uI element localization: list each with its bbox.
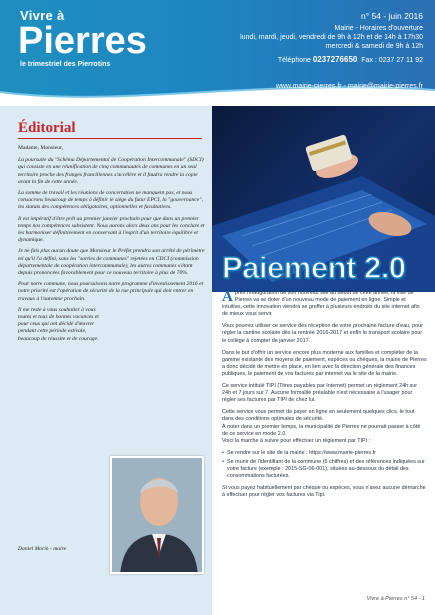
header-info [240,11,423,90]
article-paragraph: À noter dans un premier temps, la municipalité de Pierres ne pourrait passer à côté de ce service en mode 2.0. [222,423,421,437]
editorial-signature: Daniel Morin - maire [18,546,67,552]
editorial-paragraph: Pour notre commune, nous poursuivons notre programme d'investissement 2016 et notre priorité est l'opération de sécurité de la rue principale qui doit entrer en travaux à l'automne prochain. [18,281,204,302]
article-title: Paiement 2.0 [222,250,406,285]
mayor-portrait [110,456,204,574]
article-paragraph: Cette service vous permet de payer en ligne en seulement quelques clics, le tout dans des conditions optimales de sécurité. [222,409,415,423]
editorial-paragraph: La poursuite du "Schéma Départemental de Coopération Intercommunale" (SDCI) qui consiste en une réunification de cinq communautés de communes en un seul territoire proche des franges franciliennes s'accélère et il faudra rendre la copie avant la fin de cette année. [18,157,204,185]
editorial-title: Éditorial [18,120,76,136]
brand-logo [20,8,147,68]
list-item: • Se munir de l'identifiant de la commune (6 chiffres) et des références indiquées sur votre facture (exemple : 2015-SG-06-001), situées au-dessous du détail des consommations facturées. [222,459,427,480]
fax-number: Fax : 0237 27 11 92 [361,57,423,64]
article-intro-text: près l'inauguration de son nouveau site au début de cette année, la ville de Pierres va se doter d'un nouveau mode de paiement en ligne. Simple et intuitive, cette innovation viendra se greffer à plusieurs endroits du site internet afin de mieux vous servir. [222,290,420,318]
tipi-steps-list [222,450,427,480]
contact-row [240,55,423,65]
article-paragraph: Ce service intitulé TIPI (Titres payables par Internet) permet un règlement 24h sur 24h et 7 jours sur 7. Aucune formalité préalable n'est nécessaire à l'usager pour régler ses factures par TIPI de chez lui. [222,383,418,404]
page-footer: Vivre à Pierres n° 54 - 1 [366,596,425,602]
article-intro [222,290,427,318]
list-item: • Se rendre sur le site de la mairie : https://www.mairie-pierres.fr [222,450,427,457]
editorial-body [18,145,206,347]
website-email[interactable]: www.mairie-pierres.fr - mairie@mairie-pierres.fr [275,83,423,90]
mairie-hours-weekend: mercredi & samedi de 9h à 12h [325,43,423,50]
portrait-illustration [112,458,204,574]
editorial-paragraph: La somme de travail et les réunions de concertation ne manquent pas, et nous consacrons beaucoup de temps à définir le siège du futur EPCI, la "gouvernance", les statuts des compétences obligatoires, optionnelles et facultatives. [18,190,204,211]
editorial-paragraph: Il me reste à vous souhaiter à vous toutes et tous de bonnes vacances et pour ceux qui ont décidé d'œuvrer pendant cette période estivale, beaucoup de réussite et de courage. [18,306,99,342]
article-paragraph: Si vous payez habituellement par chèque ou espèces, vous n'avez aucune démarche à effectuer pour régler vos factures via Tipi. [222,485,426,499]
issue-number: n° 54 - juin 2016 [361,11,423,21]
editorial-divider [18,138,202,139]
drop-cap: A [222,289,233,305]
mairie-hours-label: Mairie - Horaires d'ouverture [334,25,423,32]
article-paragraph: Vous pourrez utiliser ce service dès réception de votre prochaine facture d'eau, pour régler la cantine scolaire dès la rentrée 2016-2017 et enfin le transport scolaire pour le collège à compter de janvier 2017. [222,323,423,344]
brand-subtitle: le trimestriel des Pierrotins [20,61,111,68]
phone-number: 0237276650 [312,55,358,64]
brand-title: Pierres [18,20,147,62]
article-paragraph: Voici la marche à suivre pour effectuer un règlement par TIPI : [222,437,371,444]
brand-pre-title: Vivre à [20,8,65,23]
editorial-paragraph: Je ne fais plus aucun doute que Monsieur le Préfet prendra son arrêté de périmètre tel qu'il l'a défini, sans les "sorties de communes" rejetées en CDCI (commission départementale de coopération intercommunale), les autres communes s'étant depuis prononcées favorablement pour ce nouveau territoire à plus de 70%. [18,248,205,277]
phone-label: Téléphone [277,57,311,64]
editorial-greeting: Madame, Monsieur, [18,145,63,151]
article-body [222,290,427,504]
article-paragraph: Dans le but d'offrir un service encore plus moderne aux familles et compléter de la gamme existante des moyens de paiement, espèces ou chèques, la mairie de Pierres a donc décidé de mettre en place, en lien avec la direction générale des finances publiques, le paiement de vos factures par internet via le site de la mairie. [222,349,427,377]
editorial-paragraph: Il est impératif d'être prêt au premier janvier prochain pour que dans un premier temps nos compétences subsistent. Nous aurons alors deux ans pour les conclure et les harmoniser définitivement en conservant à l'esprit d'un territoire équilibré et dynamique. [18,215,205,244]
mairie-hours-weekdays: lundi, mardi, jeudi, vendredi de 9h à 12h et de 14h à 17h30 [240,34,423,41]
masthead [0,0,435,106]
